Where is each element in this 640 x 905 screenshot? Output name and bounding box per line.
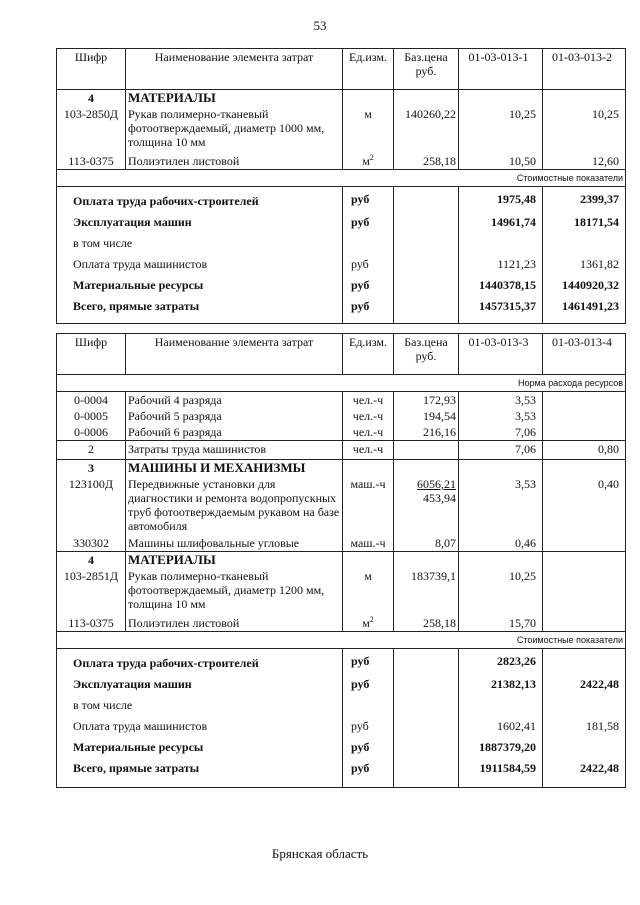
unit-superscript: 2 — [369, 615, 374, 624]
value-col-a: 10,50 — [459, 153, 543, 170]
col-name-header: Наименование элемента затрат — [126, 49, 343, 90]
empty-cell — [394, 90, 459, 107]
table-row — [57, 568, 626, 615]
summary-unit — [343, 232, 394, 253]
summary-name: Оплата труда рабочих-строителей — [57, 187, 343, 212]
col-b-header: 01-03-013-2 — [543, 49, 626, 90]
resource-name: Рабочий 6 разряда — [126, 424, 343, 441]
summary-value-a: 1887379,20 — [459, 736, 543, 757]
col-unit-header: Ед.изм. — [343, 49, 394, 90]
empty-cell — [394, 187, 459, 212]
empty-cell — [543, 552, 626, 569]
empty-cell — [394, 736, 459, 757]
resource-code: 0-0005 — [57, 408, 126, 424]
resource-unit — [343, 424, 394, 441]
resource-name: Рукав полимерно-тканевый фотоотверждаемый, диаметр 1000 мм, толщина 10 мм — [126, 106, 343, 153]
resource-code: 123100Д — [57, 476, 126, 535]
col-unit-header: Ед.изм. — [343, 334, 394, 375]
unit-text: чел.-ч — [352, 425, 384, 439]
norma-label-text: Норма расхода ресурсов — [57, 375, 626, 392]
table-header — [57, 334, 626, 375]
summary-value-b: 181,58 — [543, 715, 626, 736]
resource-code: 0-0004 — [57, 392, 126, 409]
summary-value-b: 2399,37 — [543, 187, 626, 212]
resource-unit — [343, 392, 394, 409]
summary-value-b: 1461491,23 — [543, 295, 626, 324]
empty-cell — [394, 232, 459, 253]
summary-name: в том числе — [57, 232, 343, 253]
resource-unit — [343, 441, 394, 460]
resource-code: 113-0375 — [57, 615, 126, 632]
value-col-b — [543, 615, 626, 632]
summary-value-a: 2823,26 — [459, 649, 543, 674]
empty-cell — [394, 253, 459, 274]
base-price — [394, 408, 459, 424]
summary-value-b: 1361,82 — [543, 253, 626, 274]
summary-row — [57, 673, 626, 694]
summary-name: Материальные ресурсы — [57, 274, 343, 295]
summary-value-a: 14961,74 — [459, 211, 543, 232]
summary-value-b: 2422,48 — [543, 673, 626, 694]
value-col-b — [543, 408, 626, 424]
price-text: 172,93 — [423, 393, 456, 407]
empty-cell — [394, 211, 459, 232]
section-title: МАТЕРИАЛЫ — [126, 552, 343, 569]
resource-name: Рукав полимерно-тканевый фотоотверждаемый, диаметр 1200 мм, толщина 10 мм — [126, 568, 343, 615]
resource-name: Машины шлифовальные угловые — [126, 535, 343, 552]
summary-unit: руб — [343, 253, 394, 274]
resource-name: Рабочий 5 разряда — [126, 408, 343, 424]
cost-table-2 — [56, 333, 626, 788]
table-row — [57, 615, 626, 632]
col-name-header: Наименование элемента затрат — [126, 334, 343, 375]
resource-name: Затраты труда машинистов — [126, 441, 343, 460]
empty-cell — [459, 552, 543, 569]
empty-cell — [459, 90, 543, 107]
resource-unit — [343, 615, 394, 632]
value-col-a: 7,06 — [459, 424, 543, 441]
summary-value-b — [543, 649, 626, 674]
region-footer: Брянская область — [271, 846, 369, 861]
empty-cell — [459, 460, 543, 477]
empty-cell — [343, 460, 394, 477]
summary-name: Оплата труда машинистов — [57, 715, 343, 736]
value-col-a: 3,53 — [459, 408, 543, 424]
section-row — [57, 552, 626, 569]
summary-value-b — [543, 736, 626, 757]
summary-unit: руб — [343, 673, 394, 694]
base-price — [394, 535, 459, 552]
resource-code: 0-0006 — [57, 424, 126, 441]
summary-row — [57, 187, 626, 212]
col-a-header: 01-03-013-1 — [459, 49, 543, 90]
resource-unit — [343, 106, 394, 153]
resource-name: Передвижные установки для диагностики и ремонта водопропускных труб фотоотверждаемым рукавом на базе автомобиля — [126, 476, 343, 535]
base-price — [394, 568, 459, 615]
empty-cell — [543, 460, 626, 477]
price-text: 8,07 — [435, 536, 456, 550]
price-text: 258,18 — [423, 154, 456, 168]
col-code-header: Шифр — [57, 334, 126, 375]
summary-value-b — [543, 694, 626, 715]
summary-unit: руб — [343, 715, 394, 736]
value-col-b — [543, 424, 626, 441]
value-col-a: 3,53 — [459, 476, 543, 535]
price-text: 194,54 — [423, 409, 456, 423]
value-col-a: 10,25 — [459, 568, 543, 615]
summary-value-a — [459, 694, 543, 715]
unit-text: м — [364, 569, 372, 583]
empty-cell — [343, 552, 394, 569]
summary-value-b: 1440920,32 — [543, 274, 626, 295]
section-number: 3 — [57, 460, 126, 477]
section-number: 4 — [57, 552, 126, 569]
indicators-label-text: Стоимостные показатели — [57, 632, 626, 649]
empty-cell — [394, 295, 459, 324]
unit-superscript: 2 — [369, 153, 374, 162]
unit-text: чел.-ч — [352, 393, 384, 407]
unit-text: м — [362, 616, 370, 630]
value-col-a: 0,46 — [459, 535, 543, 552]
resource-code: 113-0375 — [57, 153, 126, 170]
price-text: 216,16 — [423, 425, 456, 439]
value-col-b — [543, 392, 626, 409]
resource-unit — [343, 153, 394, 170]
table-row — [57, 535, 626, 552]
summary-row — [57, 649, 626, 674]
resource-code: 330302 — [57, 535, 126, 552]
summary-name: Материальные ресурсы — [57, 736, 343, 757]
resource-code: 103-2850Д — [57, 106, 126, 153]
price-secondary: 453,94 — [423, 491, 456, 505]
section-title: МАШИНЫ И МЕХАНИЗМЫ — [126, 460, 343, 477]
table-row — [57, 476, 626, 535]
summary-unit: руб — [343, 649, 394, 674]
price-text: 258,18 — [423, 616, 456, 630]
value-col-b — [543, 568, 626, 615]
value-col-a: 15,70 — [459, 615, 543, 632]
unit-text: м — [362, 154, 370, 168]
summary-unit: руб — [343, 295, 394, 324]
value-col-b: 10,25 — [543, 106, 626, 153]
price-text: 6056,21 — [417, 477, 456, 491]
resource-unit — [343, 568, 394, 615]
section-title: МАТЕРИАЛЫ — [126, 90, 343, 107]
price-text: 140260,22 — [405, 107, 456, 121]
empty-cell — [394, 757, 459, 788]
resource-unit — [343, 535, 394, 552]
summary-row — [57, 211, 626, 232]
value-col-b: 0,40 — [543, 476, 626, 535]
summary-unit: руб — [343, 274, 394, 295]
summary-name: Эксплуатация машин — [57, 673, 343, 694]
base-price — [394, 106, 459, 153]
empty-cell — [394, 552, 459, 569]
summary-unit: руб — [343, 187, 394, 212]
norma-label — [57, 375, 626, 392]
summary-name: Эксплуатация машин — [57, 211, 343, 232]
table-row — [57, 153, 626, 170]
base-price — [394, 441, 459, 460]
summary-value-b — [543, 232, 626, 253]
col-b-header: 01-03-013-4 — [543, 334, 626, 375]
section-number: 4 — [57, 90, 126, 107]
resource-code: 2 — [57, 441, 126, 460]
empty-cell — [394, 460, 459, 477]
table-header — [57, 49, 626, 90]
summary-row — [57, 295, 626, 324]
col-a-header: 01-03-013-3 — [459, 334, 543, 375]
resource-code: 103-2851Д — [57, 568, 126, 615]
resource-name: Рабочий 4 разряда — [126, 392, 343, 409]
table-row — [57, 392, 626, 409]
resource-unit — [343, 476, 394, 535]
summary-value-a: 1975,48 — [459, 187, 543, 212]
indicators-label — [57, 632, 626, 649]
unit-text: чел.-ч — [352, 409, 384, 423]
empty-cell — [543, 90, 626, 107]
summary-unit: руб — [343, 757, 394, 788]
resource-name: Полиэтилен листовой — [126, 153, 343, 170]
empty-cell — [343, 90, 394, 107]
resource-name: Полиэтилен листовой — [126, 615, 343, 632]
summary-row — [57, 694, 626, 715]
value-col-b — [543, 535, 626, 552]
value-col-a: 10,25 — [459, 106, 543, 153]
summary-name: в том числе — [57, 694, 343, 715]
summary-unit — [343, 694, 394, 715]
table-row — [57, 441, 626, 460]
value-col-a: 3,53 — [459, 392, 543, 409]
summary-row — [57, 232, 626, 253]
empty-cell — [394, 649, 459, 674]
col-price-header: Баз.цена руб. — [394, 49, 459, 90]
summary-unit: руб — [343, 211, 394, 232]
summary-row — [57, 757, 626, 788]
summary-name: Всего, прямые затраты — [57, 757, 343, 788]
base-price — [394, 476, 459, 535]
indicators-label-text: Стоимостные показатели — [57, 170, 626, 187]
table-row — [57, 424, 626, 441]
summary-name: Оплата труда машинистов — [57, 253, 343, 274]
table-row — [57, 408, 626, 424]
empty-cell — [394, 673, 459, 694]
summary-unit: руб — [343, 736, 394, 757]
summary-value-a: 1602,41 — [459, 715, 543, 736]
base-price — [394, 392, 459, 409]
summary-row — [57, 274, 626, 295]
cost-table-1 — [56, 48, 626, 324]
summary-value-a: 1911584,59 — [459, 757, 543, 788]
empty-cell — [394, 694, 459, 715]
resource-unit — [343, 408, 394, 424]
summary-value-a: 1457315,37 — [459, 295, 543, 324]
base-price — [394, 153, 459, 170]
page-number: 53 — [313, 18, 327, 33]
base-price — [394, 424, 459, 441]
base-price — [394, 615, 459, 632]
unit-text: м — [364, 107, 372, 121]
summary-row — [57, 736, 626, 757]
empty-cell — [394, 715, 459, 736]
unit-text: чел.-ч — [352, 442, 384, 456]
summary-value-a: 1440378,15 — [459, 274, 543, 295]
table-row — [57, 106, 626, 153]
section-row — [57, 90, 626, 107]
summary-value-a: 21382,13 — [459, 673, 543, 694]
summary-value-a: 1121,23 — [459, 253, 543, 274]
value-col-b: 0,80 — [543, 441, 626, 460]
col-price-header: Баз.цена руб. — [394, 334, 459, 375]
value-col-b: 12,60 — [543, 153, 626, 170]
section-row — [57, 460, 626, 477]
summary-value-a — [459, 232, 543, 253]
summary-row — [57, 715, 626, 736]
price-text: 183739,1 — [411, 569, 456, 583]
empty-cell — [394, 274, 459, 295]
summary-name: Всего, прямые затраты — [57, 295, 343, 324]
summary-row — [57, 253, 626, 274]
summary-value-b: 2422,48 — [543, 757, 626, 788]
col-code-header: Шифр — [57, 49, 126, 90]
value-col-a: 7,06 — [459, 441, 543, 460]
summary-name: Оплата труда рабочих-строителей — [57, 649, 343, 674]
indicators-label — [57, 170, 626, 187]
summary-value-b: 18171,54 — [543, 211, 626, 232]
unit-text: маш.-ч — [350, 477, 386, 491]
unit-text: маш.-ч — [350, 536, 386, 550]
